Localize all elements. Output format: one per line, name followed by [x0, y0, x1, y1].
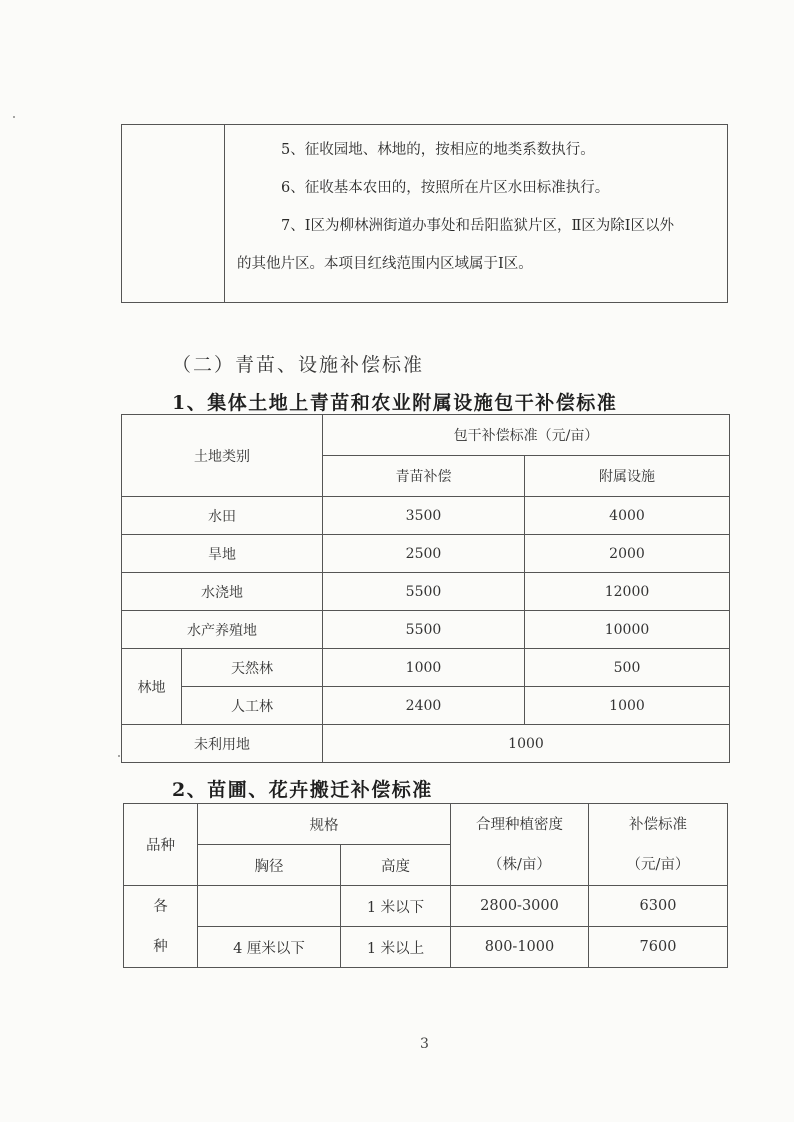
variety-cell — [124, 886, 198, 968]
table1-title: 1、集体土地上青苗和农业附属设施包干补偿标准 — [172, 392, 618, 414]
header-density — [451, 804, 589, 886]
header-density-line2: （株/亩） — [488, 856, 551, 873]
facility-value: 2000 — [525, 535, 730, 573]
forest-group: 林地 — [122, 649, 182, 725]
table-row — [124, 886, 728, 927]
variety-char: 各 — [153, 898, 168, 915]
header-land-type: 土地类别 — [122, 415, 323, 497]
facility-value: 10000 — [525, 611, 730, 649]
nursery-flower-table — [123, 803, 728, 968]
land-name: 水田 — [122, 497, 323, 535]
header-standard: 包干补偿标准（元/亩） — [323, 415, 730, 456]
section-heading: （二）青苗、设施补偿标准 — [172, 354, 425, 376]
header-seedling: 青苗补偿 — [323, 456, 525, 497]
facility-value: 4000 — [525, 497, 730, 535]
scan-speck — [118, 755, 120, 757]
header-diameter: 胸径 — [198, 845, 341, 886]
table-row — [122, 687, 730, 725]
seedling-value: 1000 — [323, 649, 525, 687]
header-spec: 规格 — [198, 804, 451, 845]
notes-empty-cell — [122, 125, 225, 303]
note-item-6: 6、征收基本农田的，按照所在片区水田标准执行。 — [281, 180, 610, 196]
compensation-value: 6300 — [589, 886, 728, 927]
header-height: 高度 — [341, 845, 451, 886]
density-value: 2800-3000 — [451, 886, 589, 927]
density-value: 800-1000 — [451, 927, 589, 968]
height-value: 1 米以上 — [341, 927, 451, 968]
scan-speck — [13, 116, 15, 118]
header-density-line1: 合理种植密度 — [476, 816, 563, 833]
facility-value: 12000 — [525, 573, 730, 611]
notes-content-cell — [225, 125, 728, 303]
seedling-facility-table — [121, 414, 730, 763]
header-compensation — [589, 804, 728, 886]
note-item-7-cont: 的其他片区。本项目红线范围内区域属于Ⅰ区。 — [237, 256, 533, 272]
land-name: 未利用地 — [122, 725, 323, 763]
note-item-5: 5、征收园地、林地的，按相应的地类系数执行。 — [281, 142, 595, 158]
diameter-value — [198, 886, 341, 927]
height-value: 1 米以下 — [341, 886, 451, 927]
table-row — [122, 573, 730, 611]
compensation-value: 7600 — [589, 927, 728, 968]
land-name: 水产养殖地 — [122, 611, 323, 649]
header-comp-line1: 补偿标准 — [629, 816, 687, 833]
table-row — [122, 611, 730, 649]
facility-value: 1000 — [525, 687, 730, 725]
table-row — [122, 497, 730, 535]
seedling-value: 3500 — [323, 497, 525, 535]
seedling-value: 5500 — [323, 611, 525, 649]
seedling-value: 5500 — [323, 573, 525, 611]
seedling-value: 2400 — [323, 687, 525, 725]
notes-table — [121, 124, 728, 303]
page-number: 3 — [420, 1036, 429, 1052]
unused-value: 1000 — [323, 725, 730, 763]
note-item-7: 7、Ⅰ区为柳林洲街道办事处和岳阳监狱片区，Ⅱ区为除Ⅰ区以外 — [281, 218, 675, 234]
land-name: 人工林 — [182, 687, 323, 725]
table-row — [122, 649, 730, 687]
header-facility: 附属设施 — [525, 456, 730, 497]
facility-value: 500 — [525, 649, 730, 687]
table-row — [122, 725, 730, 763]
table-row — [124, 927, 728, 968]
land-name: 天然林 — [182, 649, 323, 687]
diameter-value: 4 厘米以下 — [198, 927, 341, 968]
seedling-value: 2500 — [323, 535, 525, 573]
table-row — [122, 535, 730, 573]
variety-char: 种 — [153, 938, 168, 955]
table2-title: 2、苗圃、花卉搬迁补偿标准 — [172, 779, 433, 801]
header-comp-line2: （元/亩） — [626, 856, 690, 873]
land-name: 旱地 — [122, 535, 323, 573]
header-variety: 品种 — [124, 804, 198, 886]
land-name: 水浇地 — [122, 573, 323, 611]
